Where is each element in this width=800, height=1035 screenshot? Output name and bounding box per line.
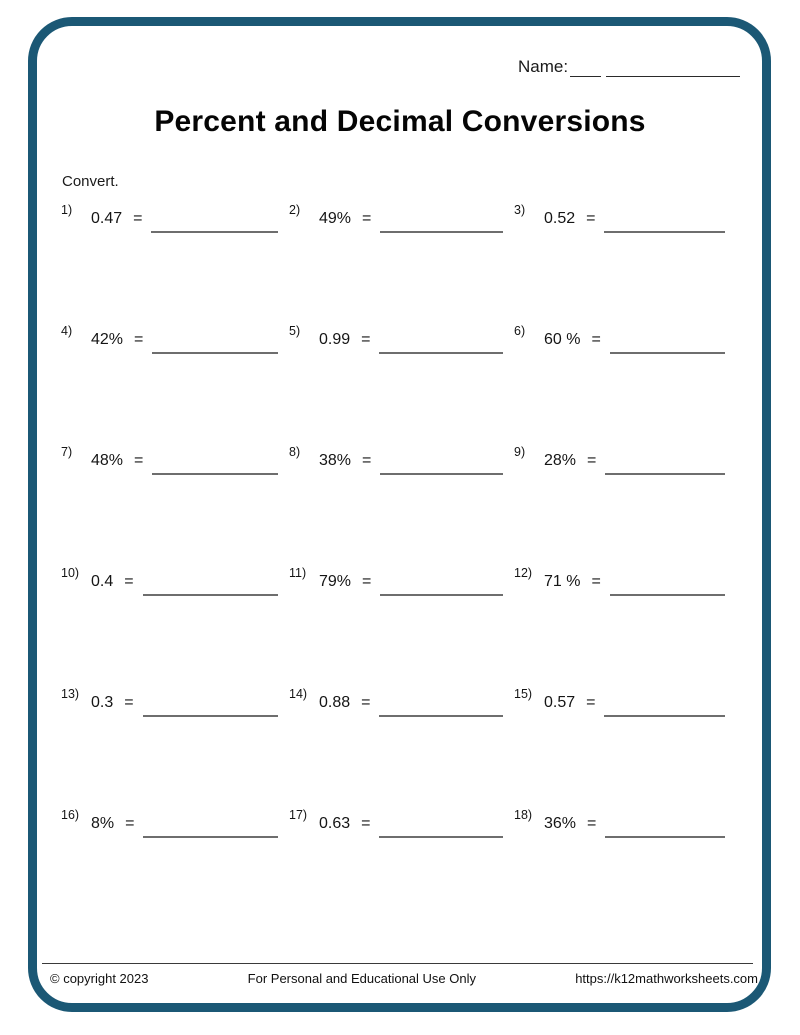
problem-expression: 8% <box>91 815 115 832</box>
problem-number: 14) <box>289 687 308 701</box>
problem-expression: 42% <box>91 331 124 348</box>
problem-cell <box>286 687 511 721</box>
answer-line <box>380 231 503 233</box>
equals-sign: = <box>587 452 597 469</box>
problem-number: 1) <box>61 203 73 217</box>
problem-cell <box>286 566 511 600</box>
problem-number: 6) <box>514 324 526 338</box>
equals-sign: = <box>124 573 134 590</box>
equals-sign: = <box>586 694 596 711</box>
problem-expression: 38% <box>319 452 352 469</box>
equals-sign: = <box>361 694 371 711</box>
answer-line <box>610 352 725 354</box>
answer-line <box>610 594 725 596</box>
problem-cell <box>286 324 511 358</box>
problem-number: 12) <box>514 566 533 580</box>
problem-cell <box>286 445 511 479</box>
name-underline-segment <box>570 56 601 77</box>
problem-cell <box>58 808 286 842</box>
problem-expression: 79% <box>319 573 352 590</box>
name-label: Name: <box>518 57 569 76</box>
problem-cell <box>286 203 511 237</box>
problem-expression: 0.99 <box>319 331 351 348</box>
problem-cell <box>58 203 286 237</box>
equals-sign: = <box>124 694 134 711</box>
equals-sign: = <box>362 452 372 469</box>
problem-expression: 0.52 <box>544 210 576 227</box>
problem-expression: 71 % <box>544 573 581 590</box>
worksheet-title: Percent and Decimal Conversions <box>154 105 646 138</box>
answer-line <box>604 715 725 717</box>
answer-line <box>152 473 278 475</box>
problem-number: 10) <box>61 566 80 580</box>
problem-number: 4) <box>61 324 73 338</box>
problem-expression: 0.63 <box>319 815 351 832</box>
footer <box>50 971 758 986</box>
problem-expression: 0.3 <box>91 694 114 711</box>
problem-cell <box>286 808 511 842</box>
answer-line <box>380 473 503 475</box>
problem-expression: 36% <box>544 815 577 832</box>
equals-sign: = <box>587 815 597 832</box>
answer-line <box>604 231 725 233</box>
answer-line <box>143 594 278 596</box>
problem-cell <box>511 566 733 600</box>
instruction-label: Convert. <box>62 173 119 190</box>
problem-number: 5) <box>289 324 301 338</box>
problem-expression: 0.88 <box>319 694 351 711</box>
problem-cell <box>58 687 286 721</box>
problem-number: 2) <box>289 203 301 217</box>
answer-line <box>605 836 725 838</box>
answer-line <box>143 715 278 717</box>
problem-number: 7) <box>61 445 73 459</box>
answer-line <box>380 594 503 596</box>
problem-number: 13) <box>61 687 80 701</box>
problem-number: 11) <box>289 566 307 580</box>
problem-cell <box>511 445 733 479</box>
problem-number: 18) <box>514 808 533 822</box>
problem-cell <box>58 566 286 600</box>
equals-sign: = <box>586 210 596 227</box>
problem-expression: 0.47 <box>91 210 123 227</box>
problem-number: 9) <box>514 445 526 459</box>
answer-line <box>379 352 503 354</box>
equals-sign: = <box>134 452 144 469</box>
problem-expression: 48% <box>91 452 124 469</box>
problem-expression: 0.4 <box>91 573 114 590</box>
problem-expression: 49% <box>319 210 352 227</box>
problem-number: 3) <box>514 203 526 217</box>
equals-sign: = <box>134 331 144 348</box>
problem-cell <box>511 808 733 842</box>
answer-line <box>152 352 278 354</box>
problem-cell <box>511 324 733 358</box>
problem-number: 17) <box>289 808 308 822</box>
problem-cell <box>511 203 733 237</box>
problem-expression: 28% <box>544 452 577 469</box>
answer-line <box>143 836 278 838</box>
problem-expression: 60 % <box>544 331 581 348</box>
problem-number: 16) <box>61 808 80 822</box>
problem-cell <box>511 687 733 721</box>
problem-expression: 0.57 <box>544 694 576 711</box>
problem-cell <box>58 324 286 358</box>
equals-sign: = <box>133 210 143 227</box>
equals-sign: = <box>361 331 371 348</box>
name-field <box>518 56 740 77</box>
problems-grid <box>58 203 733 929</box>
equals-sign: = <box>361 815 371 832</box>
footer-usage-note: For Personal and Educational Use Only <box>247 971 477 986</box>
name-underline-segment <box>606 56 740 77</box>
answer-line <box>605 473 725 475</box>
equals-sign: = <box>125 815 135 832</box>
answer-line <box>379 836 503 838</box>
equals-sign: = <box>591 573 601 590</box>
problem-cell <box>58 445 286 479</box>
problem-number: 15) <box>514 687 533 701</box>
footer-divider <box>42 963 753 964</box>
equals-sign: = <box>591 331 601 348</box>
footer-url: https://k12mathworksheets.com <box>575 971 758 986</box>
footer-copyright: © copyright 2023 <box>50 971 149 986</box>
answer-line <box>379 715 503 717</box>
answer-line <box>151 231 278 233</box>
problem-number: 8) <box>289 445 301 459</box>
equals-sign: = <box>362 210 372 227</box>
equals-sign: = <box>362 573 372 590</box>
